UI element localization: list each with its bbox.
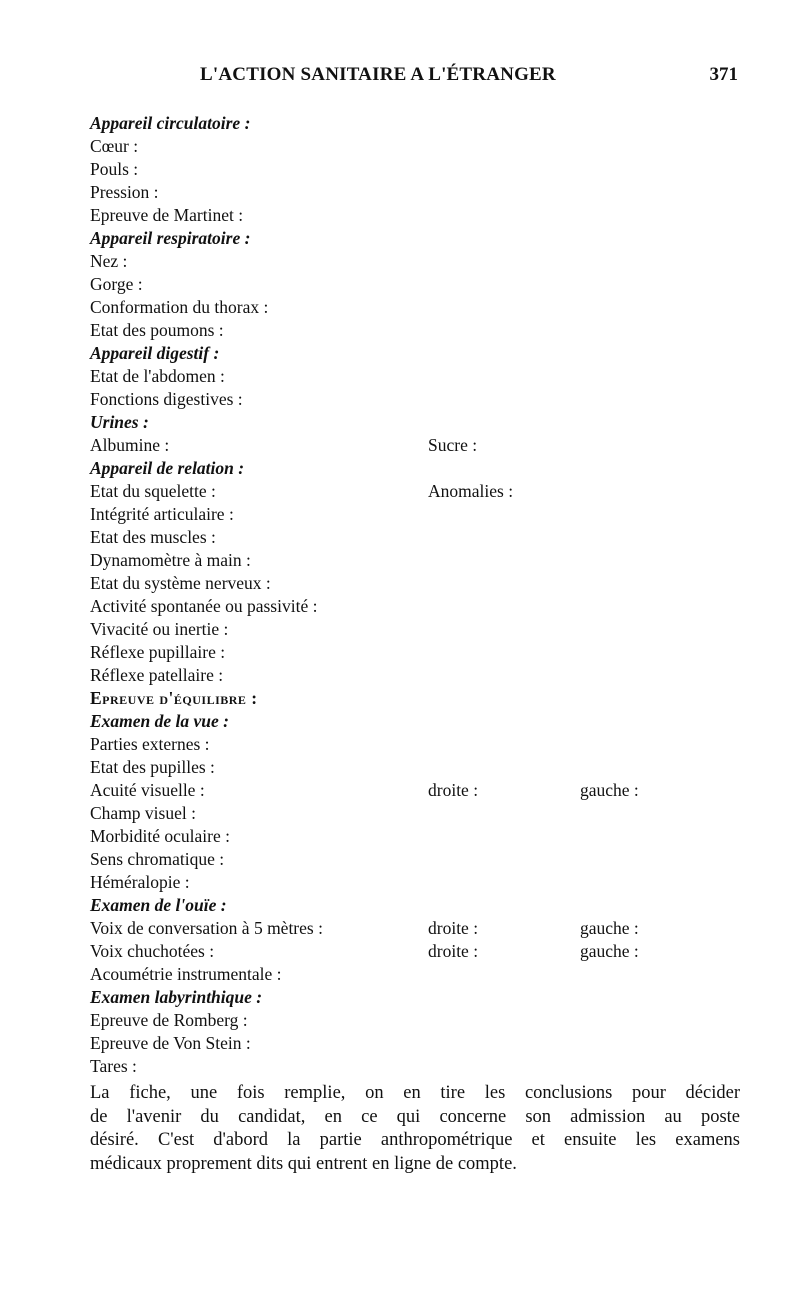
conclusion-paragraph — [90, 1082, 740, 1176]
form-field-row — [90, 549, 730, 572]
field-label: Nez : — [90, 251, 128, 271]
form-section-heading — [90, 894, 730, 917]
field-label: Epreuve de Von Stein : — [90, 1033, 251, 1053]
field-label: Morbidité oculaire : — [90, 826, 230, 846]
form-field-row — [90, 572, 730, 595]
field-label: Etat du squelette : — [90, 481, 216, 501]
field-label: Champ visuel : — [90, 803, 196, 823]
form-field-row — [90, 135, 730, 158]
form-field-row — [90, 779, 730, 802]
field-label: Epreuve de Romberg : — [90, 1010, 248, 1030]
field-label: Activité spontanée ou passivité : — [90, 596, 318, 616]
running-header — [0, 64, 800, 90]
field-label: Acuité visuelle : — [90, 780, 205, 800]
form-field-row — [90, 1032, 730, 1055]
field-label: Conformation du thorax : — [90, 297, 269, 317]
running-header-title: L'ACTION SANITAIRE A L'ÉTRANGER — [200, 64, 556, 85]
section-label: Appareil digestif : — [90, 343, 220, 363]
form-section-heading — [90, 986, 730, 1009]
field-label: Etat de l'abdomen : — [90, 366, 225, 386]
field-label-tertiary: gauche : — [580, 941, 639, 961]
form-section-heading — [90, 342, 730, 365]
form-field-row — [90, 940, 730, 963]
field-label: Sens chromatique : — [90, 849, 225, 869]
field-label: Etat des muscles : — [90, 527, 216, 547]
field-label: Fonctions digestives : — [90, 389, 243, 409]
form-section-heading — [90, 687, 730, 710]
field-label: Tares : — [90, 1056, 137, 1076]
form-field-row — [90, 825, 730, 848]
form-field-row — [90, 296, 730, 319]
field-label: Réflexe pupillaire : — [90, 642, 226, 662]
field-label: Albumine : — [90, 435, 170, 455]
form-field-row — [90, 641, 730, 664]
section-label: Urines : — [90, 412, 149, 432]
paragraph-line: désiré. C'est d'abord la partie anthropométrique et ensuite les examens — [90, 1130, 740, 1150]
field-label-secondary: droite : — [428, 941, 479, 961]
form-field-row — [90, 319, 730, 342]
section-label: Examen labyrinthique : — [90, 987, 263, 1007]
form-field-row — [90, 526, 730, 549]
form-field-row — [90, 595, 730, 618]
form-field-row — [90, 618, 730, 641]
form-field-row — [90, 181, 730, 204]
form-field-row — [90, 664, 730, 687]
form-field-row — [90, 802, 730, 825]
field-label: Acoumétrie instrumentale : — [90, 964, 282, 984]
form-field-row — [90, 848, 730, 871]
section-label: Examen de la vue : — [90, 711, 230, 731]
form-field-row — [90, 480, 730, 503]
field-label: Voix chuchotées : — [90, 941, 215, 961]
field-label-tertiary: gauche : — [580, 918, 639, 938]
field-label: Dynamomètre à main : — [90, 550, 251, 570]
field-label: Pouls : — [90, 159, 139, 179]
field-label-secondary: Sucre : — [428, 435, 478, 455]
field-label: Réflexe patellaire : — [90, 665, 224, 685]
field-label: Voix de conversation à 5 mètres : — [90, 918, 323, 938]
section-label: Epreuve d'équilibre : — [90, 688, 258, 708]
field-label: Etat des poumons : — [90, 320, 224, 340]
field-label: Etat des pupilles : — [90, 757, 215, 777]
field-label: Cœur : — [90, 136, 139, 156]
field-label-secondary: Anomalies : — [428, 481, 514, 501]
form-field-row — [90, 756, 730, 779]
form-field-row — [90, 733, 730, 756]
form-field-row — [90, 434, 730, 457]
form-field-row — [90, 1055, 730, 1078]
section-label: Appareil respiratoire : — [90, 228, 251, 248]
form-section-heading — [90, 112, 730, 135]
form-field-row — [90, 365, 730, 388]
section-label: Examen de l'ouïe : — [90, 895, 227, 915]
section-label: Appareil circulatoire : — [90, 113, 251, 133]
medical-examination-form — [90, 112, 730, 1078]
form-field-row — [90, 273, 730, 296]
form-field-row — [90, 204, 730, 227]
form-section-heading — [90, 457, 730, 480]
form-field-row — [90, 963, 730, 986]
field-label-secondary: droite : — [428, 918, 479, 938]
field-label: Héméralopie : — [90, 872, 190, 892]
form-field-row — [90, 503, 730, 526]
paragraph-line: médicaux proprement dits qui entrent en ligne de compte. — [90, 1153, 517, 1174]
page-number: 371 — [709, 64, 738, 85]
field-label-secondary: droite : — [428, 780, 479, 800]
form-section-heading — [90, 710, 730, 733]
field-label: Pression : — [90, 182, 159, 202]
field-label: Gorge : — [90, 274, 143, 294]
form-field-row — [90, 871, 730, 894]
field-label-tertiary: gauche : — [580, 780, 639, 800]
form-field-row — [90, 388, 730, 411]
field-label: Epreuve de Martinet : — [90, 205, 244, 225]
form-field-row — [90, 250, 730, 273]
form-field-row — [90, 158, 730, 181]
form-field-row — [90, 917, 730, 940]
form-field-row — [90, 1009, 730, 1032]
form-section-heading — [90, 227, 730, 250]
field-label: Vivacité ou inertie : — [90, 619, 229, 639]
paragraph-line: La fiche, une fois remplie, on en tire les conclusions pour décider — [90, 1083, 740, 1103]
field-label: Intégrité articulaire : — [90, 504, 234, 524]
field-label: Etat du système nerveux : — [90, 573, 271, 593]
field-label: Parties externes : — [90, 734, 210, 754]
section-label: Appareil de relation : — [90, 458, 245, 478]
form-section-heading — [90, 411, 730, 434]
paragraph-line: de l'avenir du candidat, en ce qui concerne son admission au poste — [90, 1106, 740, 1127]
